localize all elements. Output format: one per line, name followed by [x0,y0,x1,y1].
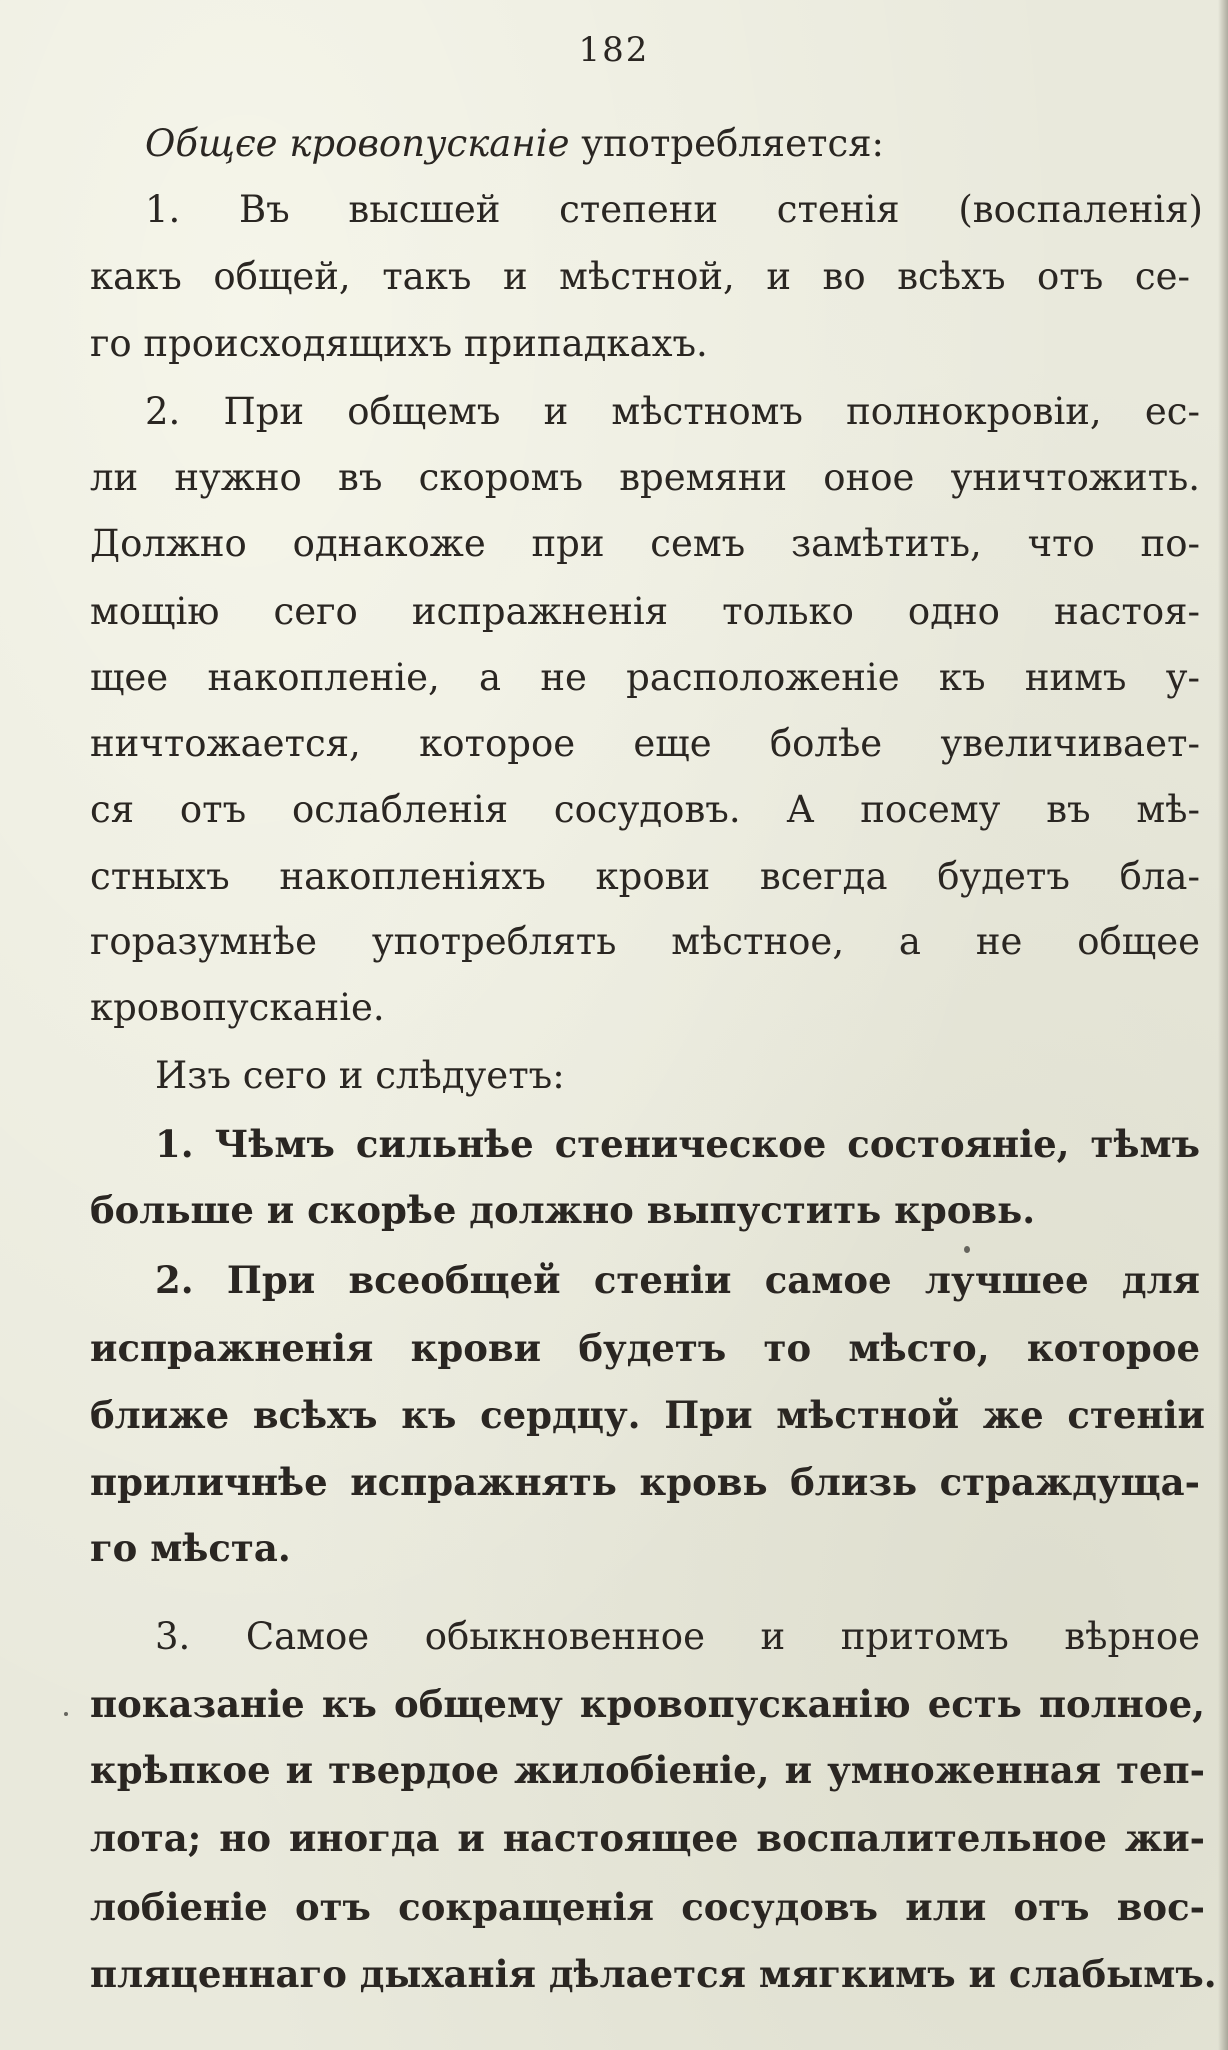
text-line: ся отъ ослабленія сосудовъ. А посему въ мѣ- [90,788,1200,831]
text-line: показаніе къ общему кровопусканію есть полное, [90,1682,1205,1726]
text-line: ничтожается, которое еще болѣе увеличивает- [90,722,1200,765]
ink-speck [964,1246,970,1253]
text-line: щее накопленіе, а не расположеніе къ нимъ у- [90,656,1200,699]
text-line: Должно однакоже при семъ замѣтить, что по- [90,522,1200,565]
ink-speck [64,1712,68,1716]
text-line: Изъ сего и слѣдуетъ: [155,1054,565,1097]
text-line: стныхъ накопленіяхъ крови всегда будетъ бла- [90,855,1200,898]
text-line: горазумнѣе употреблять мѣстное, а не общее [90,920,1200,963]
text-line: го происходящихъ припадкахъ. [90,322,708,365]
heading-rest: употребляется: [581,122,885,165]
text-line: го мѣста. [90,1526,291,1570]
text-line: какъ общей, такъ и мѣстной, и во всѣхъ отъ се- [90,255,1190,298]
text-line: 2. При всеобщей стеніи самое лучшее для [155,1258,1200,1302]
text-line: лобіеніе отъ сокращенія сосудовъ или отъ вос- [90,1885,1205,1929]
text-line: 2. При общемъ и мѣстномъ полнокровіи, ес- [145,390,1200,433]
text-line: больше и скорѣе должно выпустить кровь. [90,1188,1036,1232]
text-line: 3. Самое обыкновенное и притомъ вѣрное [155,1615,1200,1658]
text-line: пляценнаго дыханія дѣлается мягкимъ и слабымъ. [90,1952,1217,1996]
text-line: мощію сего испражненія только одно настоя- [90,590,1200,633]
text-line: кровопусканіе. [90,986,385,1029]
text-line: ближе всѣхъ къ сердцу. При мѣстной же стеніи [90,1393,1205,1437]
text-line: 1. Въ высшей степени стенія (воспаленія) [145,188,1203,231]
heading-italic: Общєе кровопусканіе [145,122,570,165]
page-number: 182 [578,30,650,70]
text-line: испражненія крови будетъ то мѣсто, которое [90,1326,1200,1370]
text-line: приличнѣе испражнять кровь близь страждуща- [90,1460,1200,1504]
text-line: 1. Чѣмъ сильнѣе стеническое состояніе, тѣмъ [155,1122,1200,1166]
text-line: лота; но иногда и настоящее воспалительное жи- [90,1816,1205,1860]
text-line: крѣпкое и твердое жилобіеніе, и умноженная теп- [90,1748,1205,1792]
heading-line [145,122,1015,166]
text-line: ли нужно въ скоромъ времяни оное уничтожить. [90,456,1200,499]
